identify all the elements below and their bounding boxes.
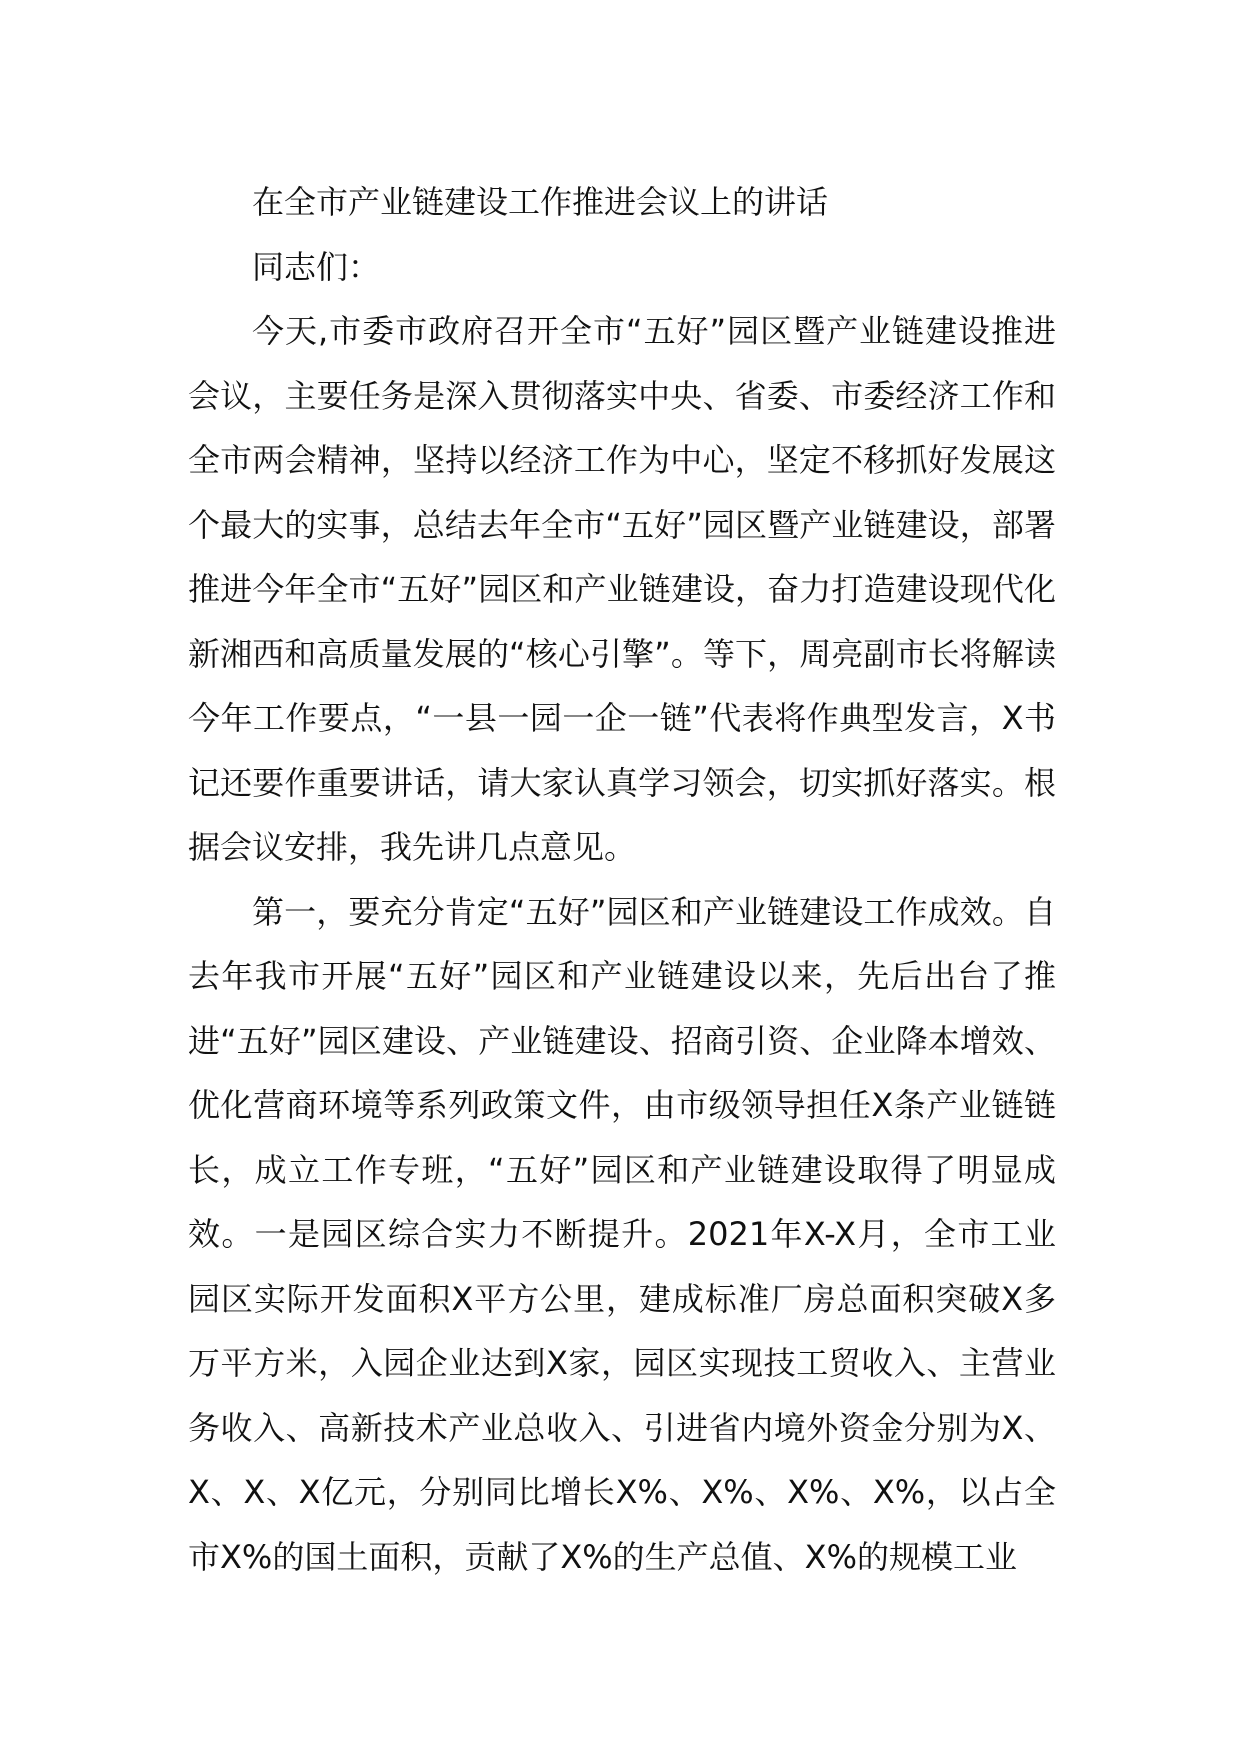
paragraph-first-point: 第一，要充分肯定“五好”园区和产业链建设工作成效。自去年我市开展“五好”园区和产业链建设以来，先后出台了推进“五好”园区建设、产业链建设、招商引资、企业降本增效、优化营商环境等系列政策文件，由市级领导担任X条产业链链长，成立工作专班，“五好”园区和产业链建设取得了明显成效。一是园区综合实力不断提升。2021年X-X月，全市工业园区实际开发面积X平方公里，建成标准厂房总面积突破X多万平方米，入园企业达到X家，园区实现技工贸收入、主营业务收入、高新技术产业总收入、引进省内境外资金分别为X、X、X、X亿元，分别同比增长X%、X%、X%、X%，以占全市X%的国土面积，贡献了X%的生产总值、X%的规模工业 bbox=[188, 892, 1056, 1576]
paragraph-opening: 今天,市委市政府召开全市“五好”园区暨产业链建设推进会议，主要任务是深入贯彻落实中央、省委、市委经济工作和全市两会精神，坚持以经济工作为中心，坚定不移抓好发展这个最大的实事，总结去年全市“五好”园区暨产业链建设，部署推进今年全市“五好”园区和产业链建设，奋力打造建设现代化新湘西和高质量发展的“核心引擎”。等下，周亮副市长将解读今年工作要点，“一县一园一企一链”代表将作典型发言，X书记还要作重要讲话，请大家认真学习领会，切实抓好落实。根据会议安排，我先讲几点意见。 bbox=[188, 312, 1056, 866]
document-title: 在全市产业链建设工作推进会议上的讲话 bbox=[252, 183, 829, 221]
greeting: 同志们： bbox=[252, 247, 381, 286]
document-body bbox=[188, 170, 1056, 1589]
